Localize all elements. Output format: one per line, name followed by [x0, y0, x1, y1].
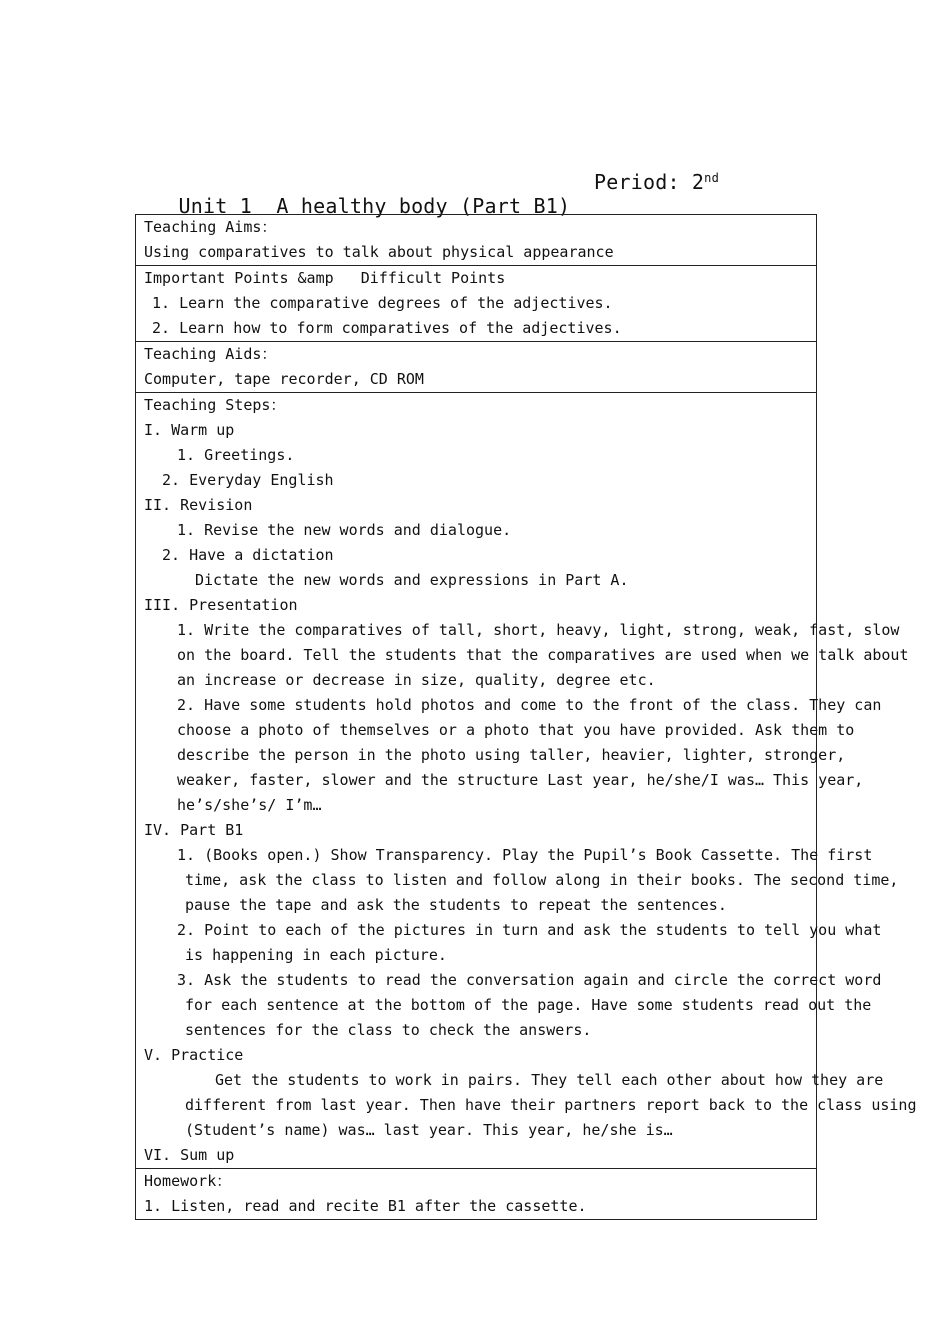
section-heading: Teaching Aids：	[144, 345, 277, 363]
list-item: 2. Learn how to form comparatives of the adjectives.	[152, 319, 622, 337]
period-label: Period: 2nd	[594, 170, 720, 194]
important-points-section	[136, 265, 816, 341]
teaching-steps-section	[136, 392, 917, 1168]
list-item: 1. Learn the comparative degrees of the adjectives.	[152, 294, 613, 312]
paragraph-line: different from last year. Then have their partners report back to the class using	[185, 1096, 917, 1114]
step-title: III. Presentation	[144, 596, 298, 614]
step-title: II. Revision	[144, 496, 253, 514]
paragraph-line: weaker, faster, slower and the structure Last year, he/she/I was… This year,	[177, 771, 864, 789]
paragraph-line: is happening in each picture.	[185, 946, 447, 964]
paragraph-line: 1. Write the comparatives of tall, short, heavy, light, strong, weak, fast, slow	[177, 621, 900, 639]
teaching-aims-section	[136, 215, 816, 265]
paragraph-line: for each sentence at the bottom of the page. Have some students read out the	[185, 996, 872, 1014]
step-title: VI. Sum up	[144, 1146, 235, 1164]
paragraph-line: (Student’s name) was… last year. This year, he/she is…	[185, 1121, 673, 1139]
paragraph-line: 2. Point to each of the pictures in turn and ask the students to tell you what	[177, 921, 882, 939]
step-title: V. Practice	[144, 1046, 244, 1064]
homework-section	[136, 1168, 816, 1219]
period-superscript: nd	[704, 171, 720, 185]
aims-text: Using comparatives to talk about physical appearance	[144, 243, 614, 261]
step-item: 2. Everyday English	[162, 471, 334, 489]
paragraph-line: 2. Have some students hold photos and come to the front of the class. They can	[177, 696, 882, 714]
step-item: 2. Have a dictation	[162, 546, 334, 564]
lesson-plan-table	[135, 214, 917, 1220]
section-heading: Teaching Aims：	[144, 218, 277, 236]
paragraph-line: he’s/she’s/ I’m…	[177, 796, 322, 814]
step-title: IV. Part B1	[144, 821, 244, 839]
step-item: Dictate the new words and expressions in Part A.	[195, 571, 629, 589]
section-heading: Important Points &amp Difficult Points	[144, 269, 506, 287]
paragraph-line: describe the person in the photo using taller, heavier, lighter, stronger,	[177, 746, 846, 764]
section-heading: Homework：	[144, 1172, 232, 1190]
paragraph-line: time, ask the class to listen and follow along in their books. The second time,	[185, 871, 899, 889]
section-heading: Teaching Steps：	[144, 396, 286, 414]
paragraph-line: 1. (Books open.) Show Transparency. Play the Pupil’s Book Cassette. The first	[177, 846, 873, 864]
step-title: I. Warm up	[144, 421, 235, 439]
teaching-aids-section	[136, 341, 816, 392]
step-item: 1. Greetings.	[177, 446, 295, 464]
paragraph-line: sentences for the class to check the answers.	[185, 1021, 592, 1039]
step-item: 1. Revise the new words and dialogue.	[177, 521, 512, 539]
paragraph-line: 3. Ask the students to read the conversation again and circle the correct word	[177, 971, 882, 989]
paragraph-line: choose a photo of themselves or a photo that you have provided. Ask them to	[177, 721, 855, 739]
homework-text: 1. Listen, read and recite B1 after the cassette.	[144, 1197, 587, 1215]
aids-text: Computer, tape recorder, CD ROM	[144, 370, 424, 388]
paragraph-line: on the board. Tell the students that the comparatives are used when we talk about	[177, 646, 909, 664]
unit-title: Unit 1 A healthy body (Part B1)	[178, 194, 571, 218]
paragraph-line: pause the tape and ask the students to repeat the sentences.	[185, 896, 727, 914]
paragraph-line: Get the students to work in pairs. They tell each other about how they are	[215, 1071, 884, 1089]
paragraph-line: an increase or decrease in size, quality, degree etc.	[177, 671, 656, 689]
